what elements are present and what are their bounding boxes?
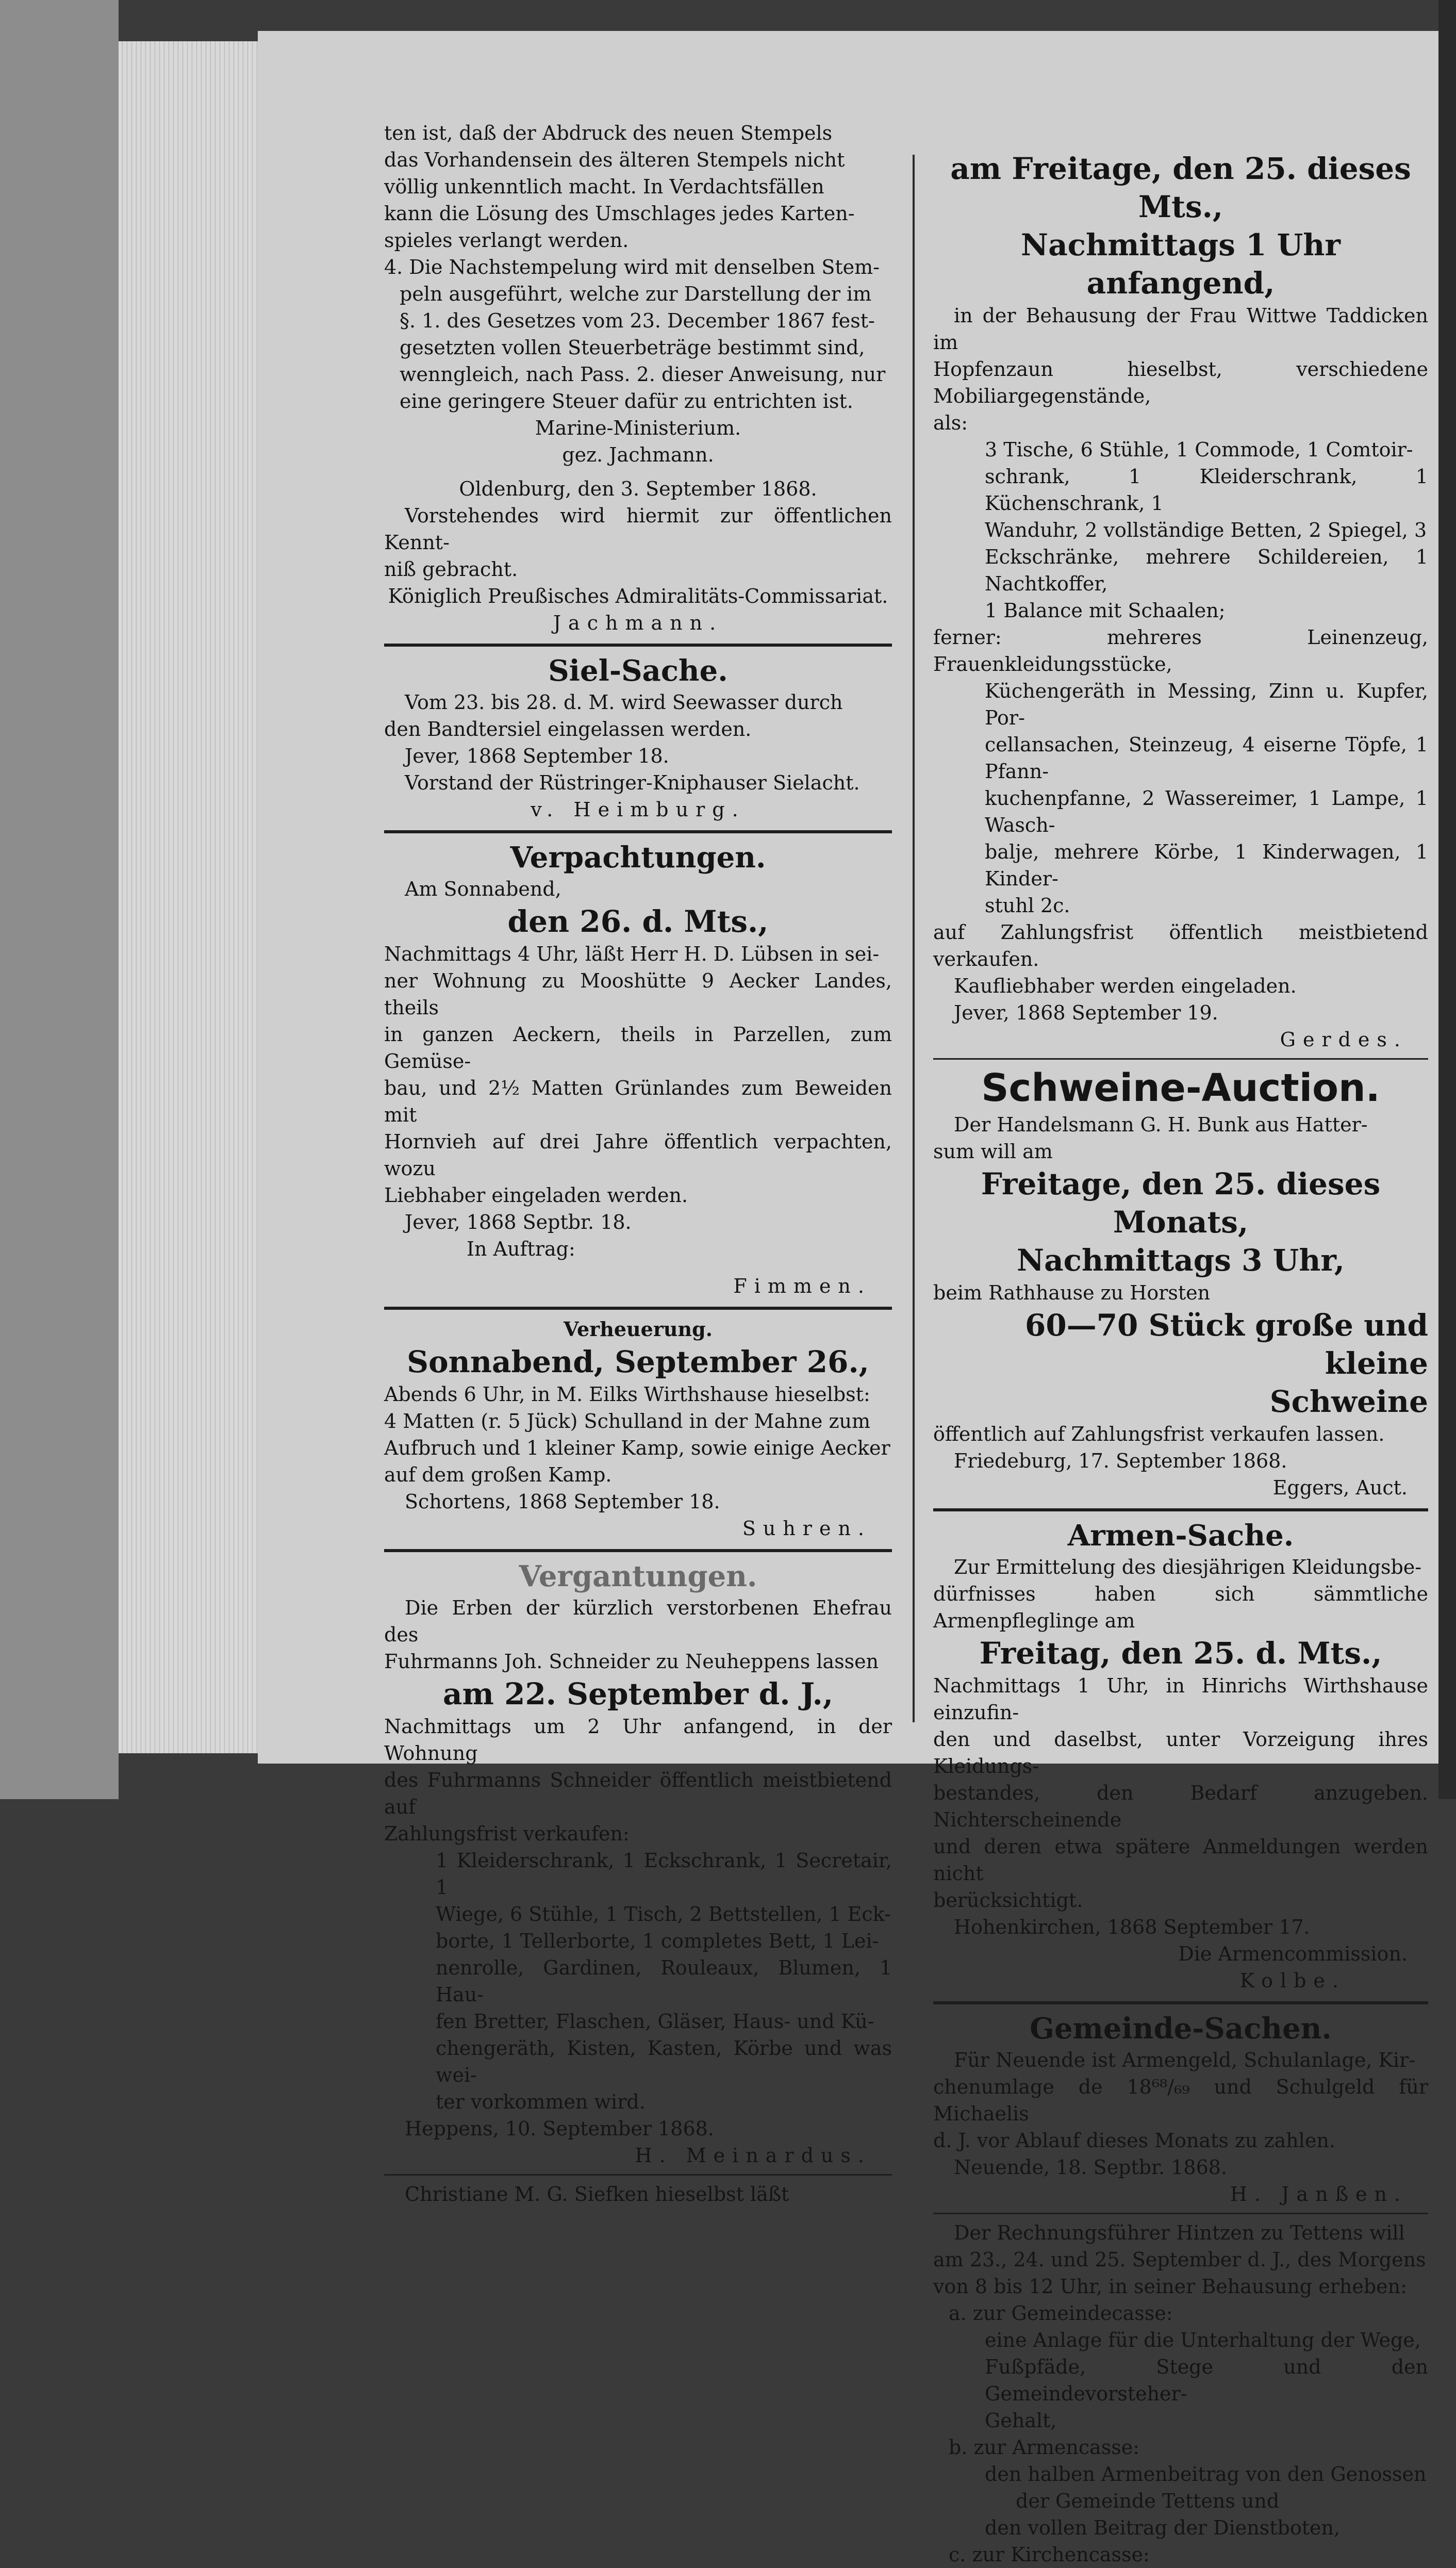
text-line: Für Neuende ist Armengeld, Schulanlage, Kir- — [954, 2049, 1416, 2071]
dateline: Oldenburg, den 3. September 1868. — [459, 478, 817, 500]
text-line: spieles verlangt werden. — [384, 229, 629, 252]
text-line: Abends 6 Uhr, in M. Eilks Wirthshause hieselbst: — [384, 1383, 870, 1406]
text-line: Vom 23. bis 28. d. M. wird Seewasser durch — [405, 691, 843, 714]
list-item: balje, mehrere Körbe, 1 Kinderwagen, 1 Kinder- — [985, 841, 1428, 890]
section-rule — [933, 2213, 1428, 2214]
text-line: 4. Die Nachstempelung wird mit denselben Stem- — [384, 256, 880, 278]
text-line: Hopfenzaun hieselbst, verschiedene Mobiliargegenstände, — [933, 358, 1428, 407]
column-divider — [913, 155, 915, 1722]
text-line: 4 Matten (r. 5 Jück) Schulland in der Mahne zum — [384, 1410, 871, 1433]
list-item: eine Anlage für die Unterhaltung der Wege, — [985, 2329, 1421, 2351]
text-line: Nachmittags 1 Uhr, in Hinrichs Wirthshause einzufin- — [933, 1674, 1428, 1724]
event-date: den 26. d. Mts., — [507, 904, 769, 939]
text-line: Zahlungsfrist verkaufen: — [384, 1822, 630, 1845]
text-line: Die Erben der kürzlich verstorbenen Ehefrau des — [384, 1596, 892, 1646]
text-line: In Auftrag: — [467, 1238, 575, 1260]
text-line: das Vorhandensein des älteren Stempels nicht — [384, 149, 845, 171]
right-column — [933, 150, 1449, 2568]
book-page-edges — [119, 41, 268, 1753]
text-line: in der Behausung der Frau Wittwe Taddicken im — [933, 304, 1428, 354]
event-date: Freitag, den 25. d. Mts., — [979, 1636, 1382, 1671]
list-item: chengeräth, Kisten, Kasten, Körbe und was wei- — [436, 2037, 892, 2086]
list-item: fen Bretter, Flaschen, Gläser, Haus- und Kü- — [436, 2010, 874, 2033]
text-line: peln ausgeführt, welche zur Darstellung der im — [400, 283, 872, 305]
section-rule — [933, 1508, 1428, 1511]
list-item: Fußpfäde, Stege und den Gemeindevorsteher- — [985, 2356, 1428, 2405]
commissariat: Königlich Preußisches Admiralitäts-Commissariat. — [388, 585, 888, 607]
dateline: Jever, 1868 September 18. — [405, 745, 669, 767]
list-item: 1 Kleiderschrank, 1 Eckschrank, 1 Secretair, 1 — [436, 1849, 892, 1899]
text-line: den Bandtersiel eingelassen werden. — [384, 718, 752, 740]
event-time: Nachmittags 3 Uhr, — [1017, 1243, 1345, 1278]
text-line: d. J. vor Ablauf dieses Monats zu zahlen. — [933, 2129, 1335, 2152]
text-line: Nachmittags um 2 Uhr anfangend, in der Wohnung — [384, 1715, 892, 1765]
list-item: borte, 1 Tellerborte, 1 completes Bett, 1 Lei- — [436, 1930, 879, 1952]
signature: Gerdes. — [1280, 1028, 1408, 1051]
text-line: gesetzten vollen Steuerbeträge bestimmt sind, — [400, 336, 865, 359]
text-line: völlig unkenntlich macht. In Verdachtsfällen — [384, 175, 824, 198]
text-line: auf Zahlungsfrist öffentlich meistbietend verkaufen. — [933, 921, 1428, 970]
dateline: Friedeburg, 17. September 1868. — [954, 1450, 1287, 1472]
left-column — [384, 120, 892, 2208]
section-rule — [933, 2001, 1428, 2004]
event-date: am Freitage, den 25. dieses Mts., — [950, 151, 1411, 224]
text-line: niß gebracht. — [384, 558, 518, 581]
text-line: in ganzen Aeckern, theils in Parzellen, zum Gemüse- — [384, 1023, 892, 1073]
signature: Eggers, Auct. — [1272, 1476, 1408, 1499]
list-item: kuchenpfanne, 2 Wassereimer, 1 Lampe, 1 Wasch- — [985, 787, 1428, 836]
text-line: ferner: mehreres Leinenzeug, Frauenkleidungsstücke, — [933, 626, 1428, 676]
section-rule — [384, 1307, 892, 1310]
list-label: c. zur Kirchencasse: — [949, 2543, 1150, 2566]
list-item: Eckschränke, mehrere Schildereien, 1 Nachtkoffer, — [985, 546, 1428, 595]
section-rule — [384, 830, 892, 833]
text-line: kann die Lösung des Umschlages jedes Karten- — [384, 202, 855, 225]
text-line: ten ist, daß der Abdruck des neuen Stempels — [384, 122, 833, 144]
list-label: a. zur Gemeindecasse: — [949, 2302, 1173, 2325]
text-line: §. 1. des Gesetzes vom 23. December 1867 fest- — [400, 309, 875, 332]
event-date: Freitage, den 25. dieses Monats, — [981, 1166, 1381, 1240]
dateline: Hohenkirchen, 1868 September 17. — [954, 1916, 1310, 1938]
text-line: sum will am — [933, 1140, 1053, 1163]
text-line: bau, und 2½ Matten Grünlandes zum Beweiden mit — [384, 1077, 892, 1126]
section-title-schweine: Schweine-Auction. — [981, 1066, 1380, 1110]
list-item: cellansachen, Steinzeug, 4 eiserne Töpfe, 1 Pfann- — [985, 733, 1428, 783]
ministry-name: Marine-Ministerium. — [535, 417, 741, 439]
event-time: Nachmittags 1 Uhr anfangend, — [1021, 227, 1341, 301]
text-line: den und daselbst, unter Vorzeigung ihres Kleidungs- — [933, 1728, 1428, 1777]
dateline: Jever, 1868 Septbr. 18. — [405, 1211, 632, 1233]
list-item: Wanduhr, 2 vollständige Betten, 2 Spiegel, 3 — [985, 519, 1427, 541]
lot-animal: Schweine — [1269, 1384, 1428, 1419]
text-line: auf dem großen Kamp. — [384, 1463, 612, 1486]
scan-background — [0, 0, 119, 1799]
section-rule — [384, 2174, 892, 2176]
text-line: berücksichtigt. — [933, 1889, 1083, 1912]
text-line: Der Rechnungsführer Hintzen zu Tettens will — [954, 2221, 1405, 2244]
section-title-gemeinde: Gemeinde-Sachen. — [1030, 2012, 1332, 2046]
list-item: den vollen Beitrag der Dienstboten, — [985, 2516, 1341, 2539]
dateline: Heppens, 10. September 1868. — [405, 2117, 714, 2140]
signature: Fimmen. — [733, 1275, 871, 1297]
list-item: ter vorkommen wird. — [436, 2090, 646, 2113]
list-item: Gehalt, — [985, 2409, 1057, 2432]
signature: Jachmann. — [553, 612, 723, 634]
board-name: Vorstand der Rüstringer-Kniphauser Sielacht. — [405, 771, 860, 794]
section-rule — [384, 1549, 892, 1552]
text-line: Hornvieh auf drei Jahre öffentlich verpachten, wozu — [384, 1130, 892, 1180]
text-line: Christiane M. G. Siefken hieselbst läßt — [405, 2183, 789, 2205]
text-line: und deren etwa spätere Anmeldungen werden nicht — [933, 1835, 1428, 1885]
event-date: Sonnabend, September 26., — [407, 1344, 869, 1379]
list-item: Wiege, 6 Stühle, 1 Tisch, 2 Bettstellen, 1 Eck- — [436, 1903, 891, 1925]
text-line: Fuhrmanns Joh. Schneider zu Neuheppens lassen — [384, 1650, 879, 1673]
text-line: Aufbruch und 1 kleiner Kamp, sowie einige Aecker — [384, 1437, 890, 1459]
signature: H. Meinardus. — [635, 2144, 871, 2167]
text-line: am 23., 24. und 25. September d. J., des Morgens — [933, 2248, 1426, 2271]
section-rule — [933, 1058, 1428, 1060]
text-line: Kaufliebhaber werden eingeladen. — [954, 975, 1297, 997]
text-line: ner Wohnung zu Mooshütte 9 Aecker Landes, theils — [384, 969, 892, 1019]
signature: H. Janßen. — [1230, 2183, 1408, 2205]
signature: Suhren. — [742, 1517, 871, 1540]
dateline: Neuende, 18. Septbr. 1868. — [954, 2156, 1228, 2179]
list-item: Küchengeräth in Messing, Zinn u. Kupfer, Por- — [985, 680, 1428, 729]
event-date: am 22. September d. J., — [442, 1676, 834, 1711]
list-item: stuhl 2c. — [985, 894, 1070, 917]
signature: Kolbe. — [1239, 1969, 1346, 1992]
text-line: dürfnisses haben sich sämmtliche Armenpfleglinge am — [933, 1583, 1428, 1632]
dateline: Jever, 1868 September 19. — [954, 1001, 1218, 1024]
text-line: öffentlich auf Zahlungsfrist verkaufen lassen. — [933, 1423, 1385, 1445]
text-line: Am Sonnabend, — [405, 878, 561, 900]
text-line: Zur Ermittelung des diesjährigen Kleidungsbe- — [954, 1556, 1422, 1578]
section-rule — [384, 644, 892, 647]
section-title-siel: Siel-Sache. — [548, 654, 728, 688]
text-line: Liebhaber eingeladen werden. — [384, 1184, 688, 1207]
list-item: schrank, 1 Kleiderschrank, 1 Küchenschrank, 1 — [985, 465, 1428, 515]
text-line: als: — [933, 411, 968, 434]
section-title-armen: Armen-Sache. — [1067, 1519, 1294, 1553]
text-line: wenngleich, nach Pass. 2. dieser Anweisung, nur — [400, 363, 886, 386]
lot-count: 60—70 Stück große und kleine — [1024, 1308, 1428, 1381]
text-line: eine geringere Steuer dafür zu entrichten ist. — [400, 390, 853, 413]
list-item: der Gemeinde Tettens und — [1016, 2490, 1280, 2512]
commission-name: Die Armencommission. — [1178, 1943, 1408, 1965]
text-line: Nachmittags 4 Uhr, läßt Herr H. D. Lübsen in sei- — [384, 943, 880, 965]
text-line: bestandes, den Bedarf anzugeben. Nichterscheinende — [933, 1782, 1428, 1831]
section-title-verpachtungen: Verpachtungen. — [510, 841, 766, 875]
list-item: 1 Balance mit Schaalen; — [985, 599, 1226, 622]
signature: v. Heimburg. — [531, 798, 746, 821]
dateline: Schortens, 1868 September 18. — [405, 1490, 720, 1513]
list-label: b. zur Armencasse: — [949, 2436, 1140, 2459]
list-item: nenrolle, Gardinen, Rouleaux, Blumen, 1 Hau- — [436, 1956, 892, 2006]
list-item: den halben Armenbeitrag von den Genossen — [985, 2463, 1427, 2485]
text-line: des Fuhrmanns Schneider öffentlich meistbietend auf — [384, 1769, 892, 1818]
section-title-vergantungen: Vergantungen. — [519, 1559, 757, 1593]
section-title-verheuerung: Verheuerung. — [564, 1318, 713, 1341]
list-item: 3 Tische, 6 Stühle, 1 Commode, 1 Comtoir- — [985, 438, 1413, 461]
text-line: Der Handelsmann G. H. Bunk aus Hatter- — [954, 1113, 1368, 1136]
signature: gez. Jachmann. — [562, 443, 714, 466]
text-line: von 8 bis 12 Uhr, in seiner Behausung erheben: — [933, 2275, 1407, 2298]
text-line: beim Rathhause zu Horsten — [933, 1281, 1211, 1304]
text-line: chenumlage de 18⁶⁸/₆₉ und Schulgeld für Michaelis — [933, 2076, 1428, 2125]
text-line: Vorstehendes wird hiermit zur öffentlichen Kennt- — [384, 504, 892, 554]
